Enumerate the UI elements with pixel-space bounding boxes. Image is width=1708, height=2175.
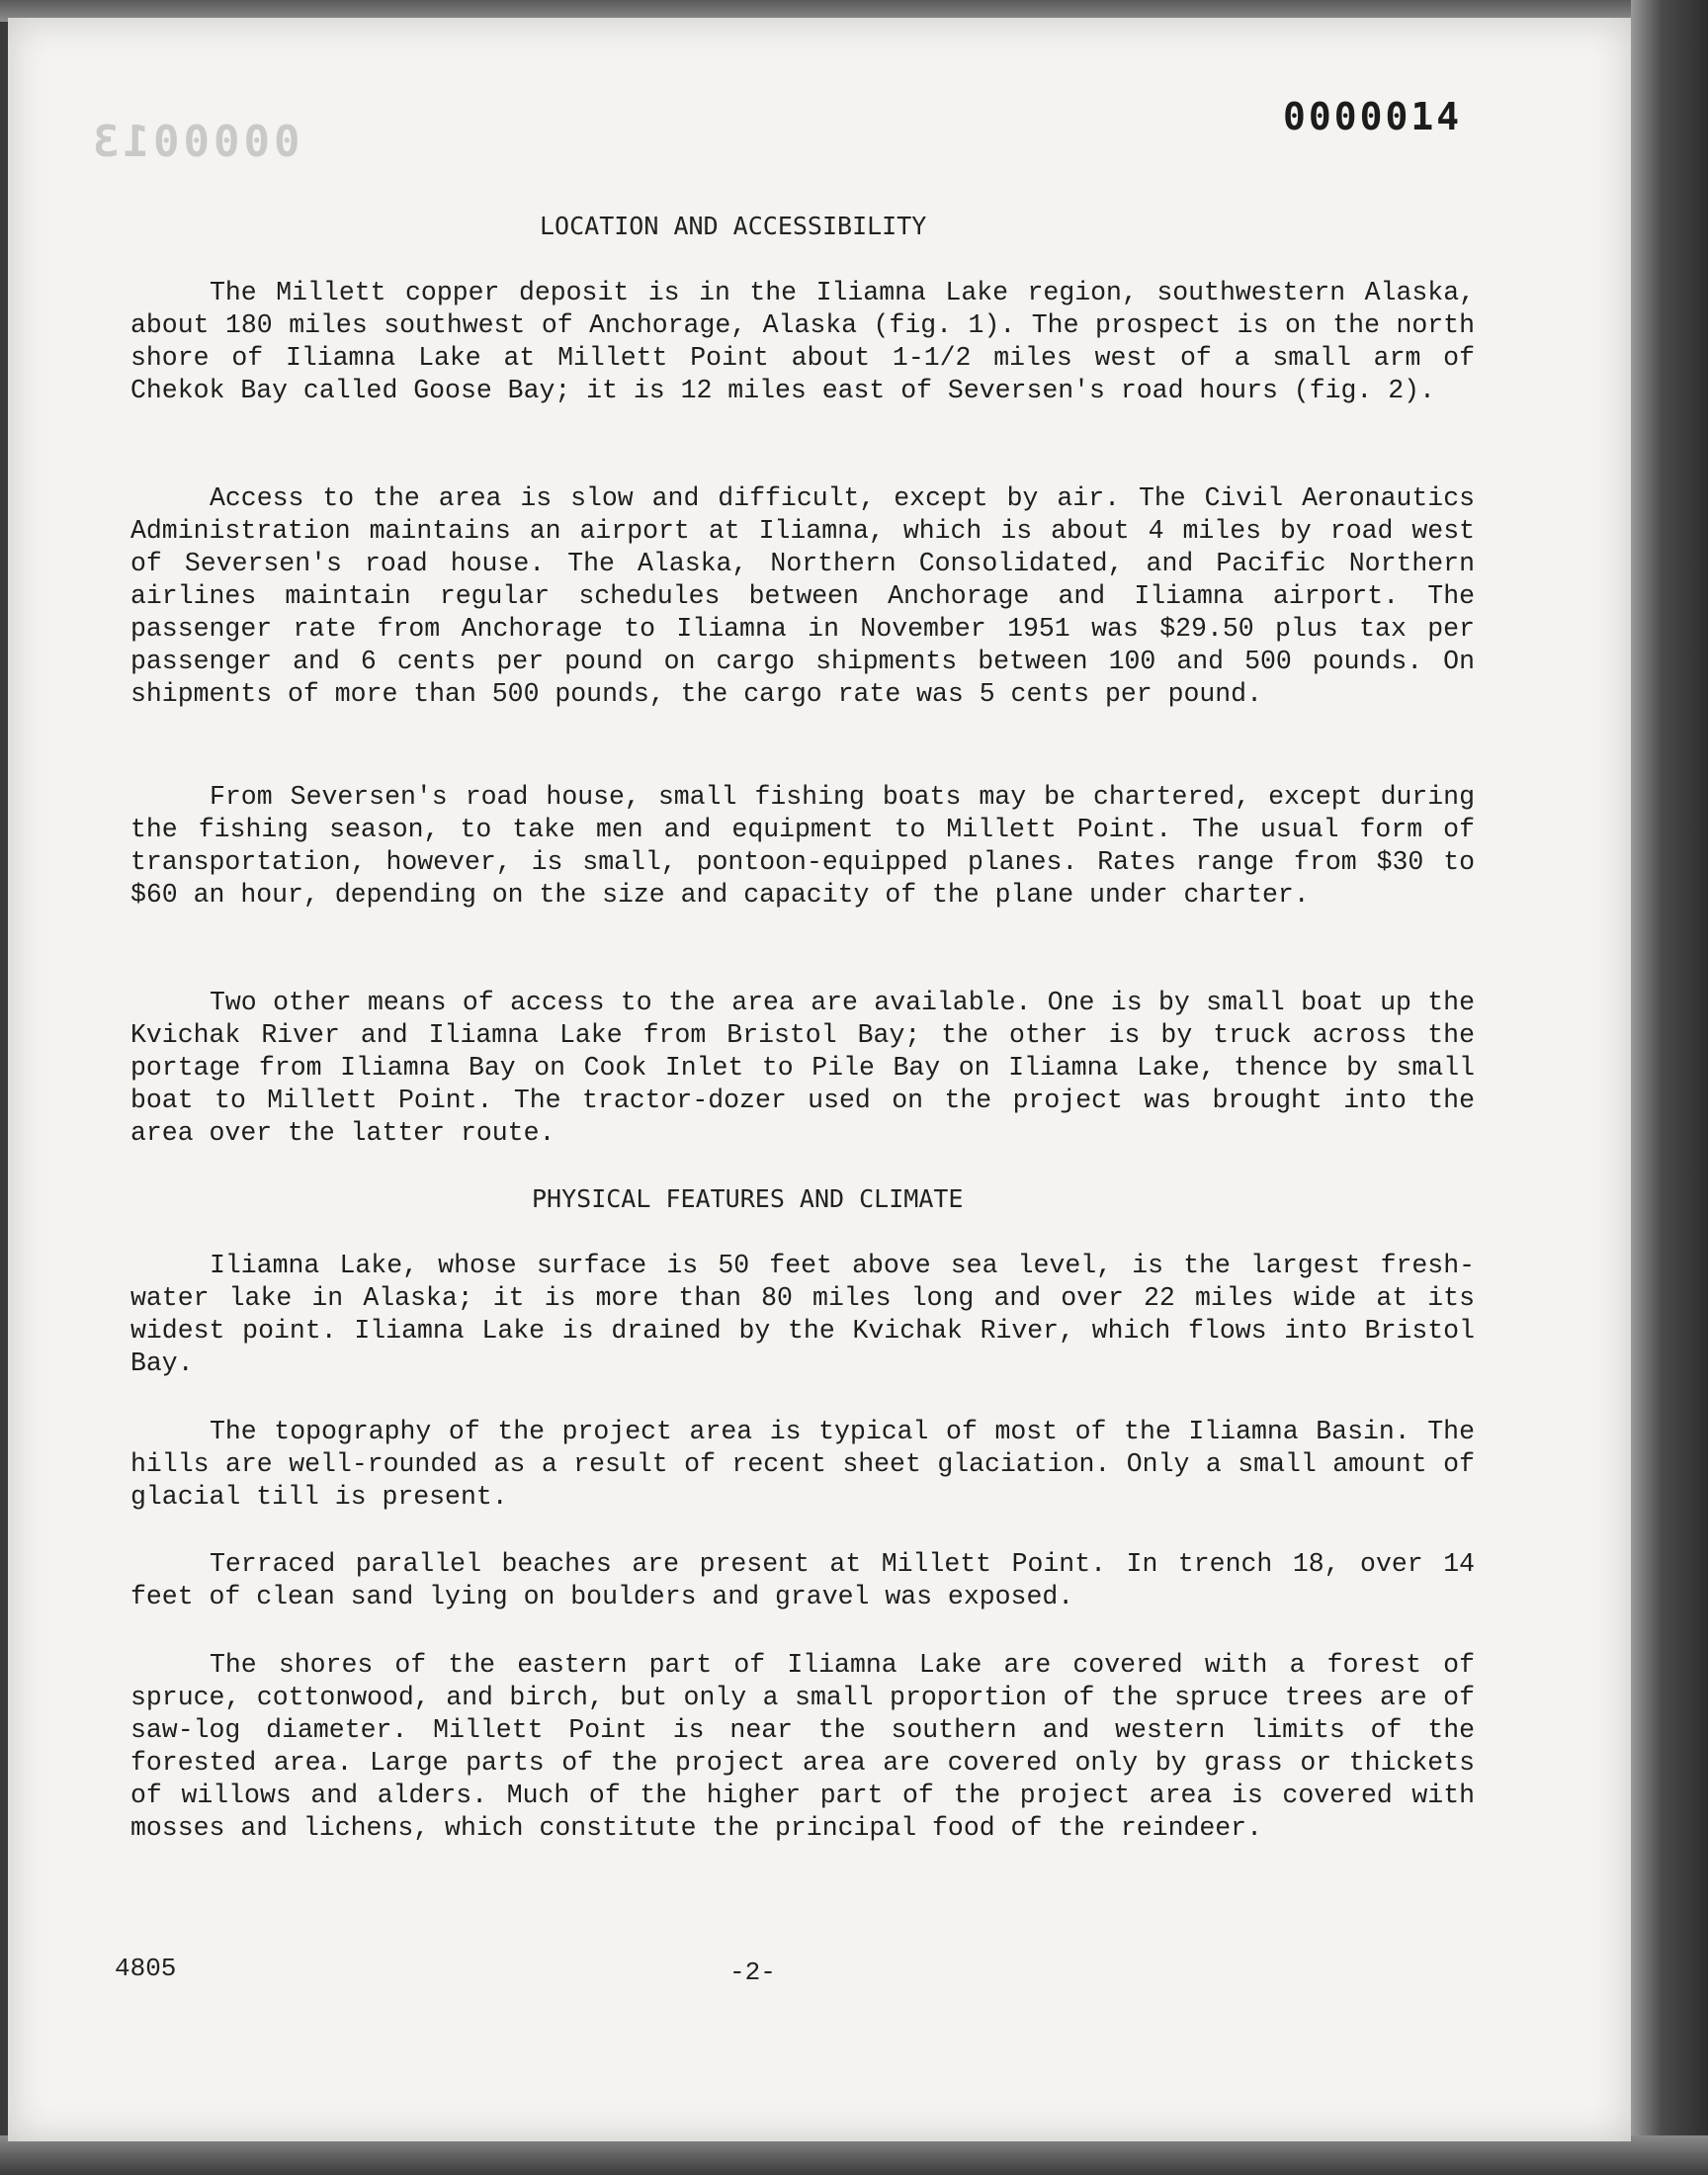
heading-physical-features: PHYSICAL FEATURES AND CLIMATE [532,1184,964,1213]
paragraph-physical-1: Iliamna Lake, whose surface is 50 feet above sea level, is the largest fresh-water lake in Alaska; it is more than 80 miles long and over 22 miles wide at its widest point. Iliamna Lake is drained by the Kvichak River, which flows into Bristol Bay. [130,1251,1475,1378]
document-page [8,18,1631,2141]
page-number-stamp: 0000014 [1283,95,1463,138]
scan-right-edge [1631,0,1708,2175]
scan-bottom-edge [0,2135,1708,2175]
mirrored-bleedthrough-stamp: 0000013 [89,117,300,167]
paragraph-physical-3: Terraced parallel beaches are present at Millett Point. In trench 18, over 14 feet of clean sand lying on boulders and gravel was exposed. [130,1549,1475,1611]
paragraph-location-1: The Millett copper deposit is in the Iliamna Lake region, southwestern Alaska, about 180 miles southwest of Anchorage, Alaska (fig. 1). The prospect is on the north shore of Iliamna Lake at Millett Point about 1-1/2 miles west of a small arm of Chekok Bay called Goose Bay; it is 12 miles east of Seversen's road hours (fig. 2). [130,278,1475,405]
paragraph-physical-4: The shores of the eastern part of Iliamna Lake are covered with a forest of spruce, cottonwood, and birch, but only a small proportion of the spruce trees are of saw-log diameter. Millett Point is near the southern and western limits of the forested area. Large parts of the project area are covered only by grass or thickets of willows and alders. Much of the higher part of the project area is covered with mosses and lichens, which constitute the principal food of the reindeer. [130,1650,1475,1843]
footer-page-number: -2- [729,1958,776,1987]
paragraph-location-2: Access to the area is slow and difficult, except by air. The Civil Aeronautics Administration maintains an airport at Iliamna, which is about 4 miles by road west of Seversen's road house. The Alaska, Northern Consolidated, and Pacific Northern airlines maintain regular schedules between Anchorage and Iliamna airport. The passenger rate from Anchorage to Iliamna in November 1951 was $29.50 plus tax per passenger and 6 cents per pound on cargo shipments between 100 and 500 pounds. On shipments of more than 500 pounds, the cargo rate was 5 cents per pound. [130,483,1475,709]
heading-location-accessibility: LOCATION AND ACCESSIBILITY [540,212,927,240]
paragraph-physical-2: The topography of the project area is typical of most of the Iliamna Basin. The hills are well-rounded as a result of recent sheet glaciation. Only a small amount of glacial till is present. [130,1417,1475,1512]
paragraph-location-4: Two other means of access to the area are available. One is by small boat up the Kvichak River and Iliamna Lake from Bristol Bay; the other is by truck across the portage from Iliamna Bay on Cook Inlet to Pile Bay on Iliamna Lake, thence by small boat to Millett Point. The tractor-dozer used on the project was brought into the area over the latter route. [130,988,1475,1148]
footer-document-code: 4805 [115,1954,177,1983]
paragraph-location-3: From Seversen's road house, small fishing boats may be chartered, except during the fishing season, to take men and equipment to Millett Point. The usual form of transportation, however, is small, pontoon-equipped planes. Rates range from $30 to $60 an hour, depending on the size and capacity of the plane under charter. [130,782,1475,910]
